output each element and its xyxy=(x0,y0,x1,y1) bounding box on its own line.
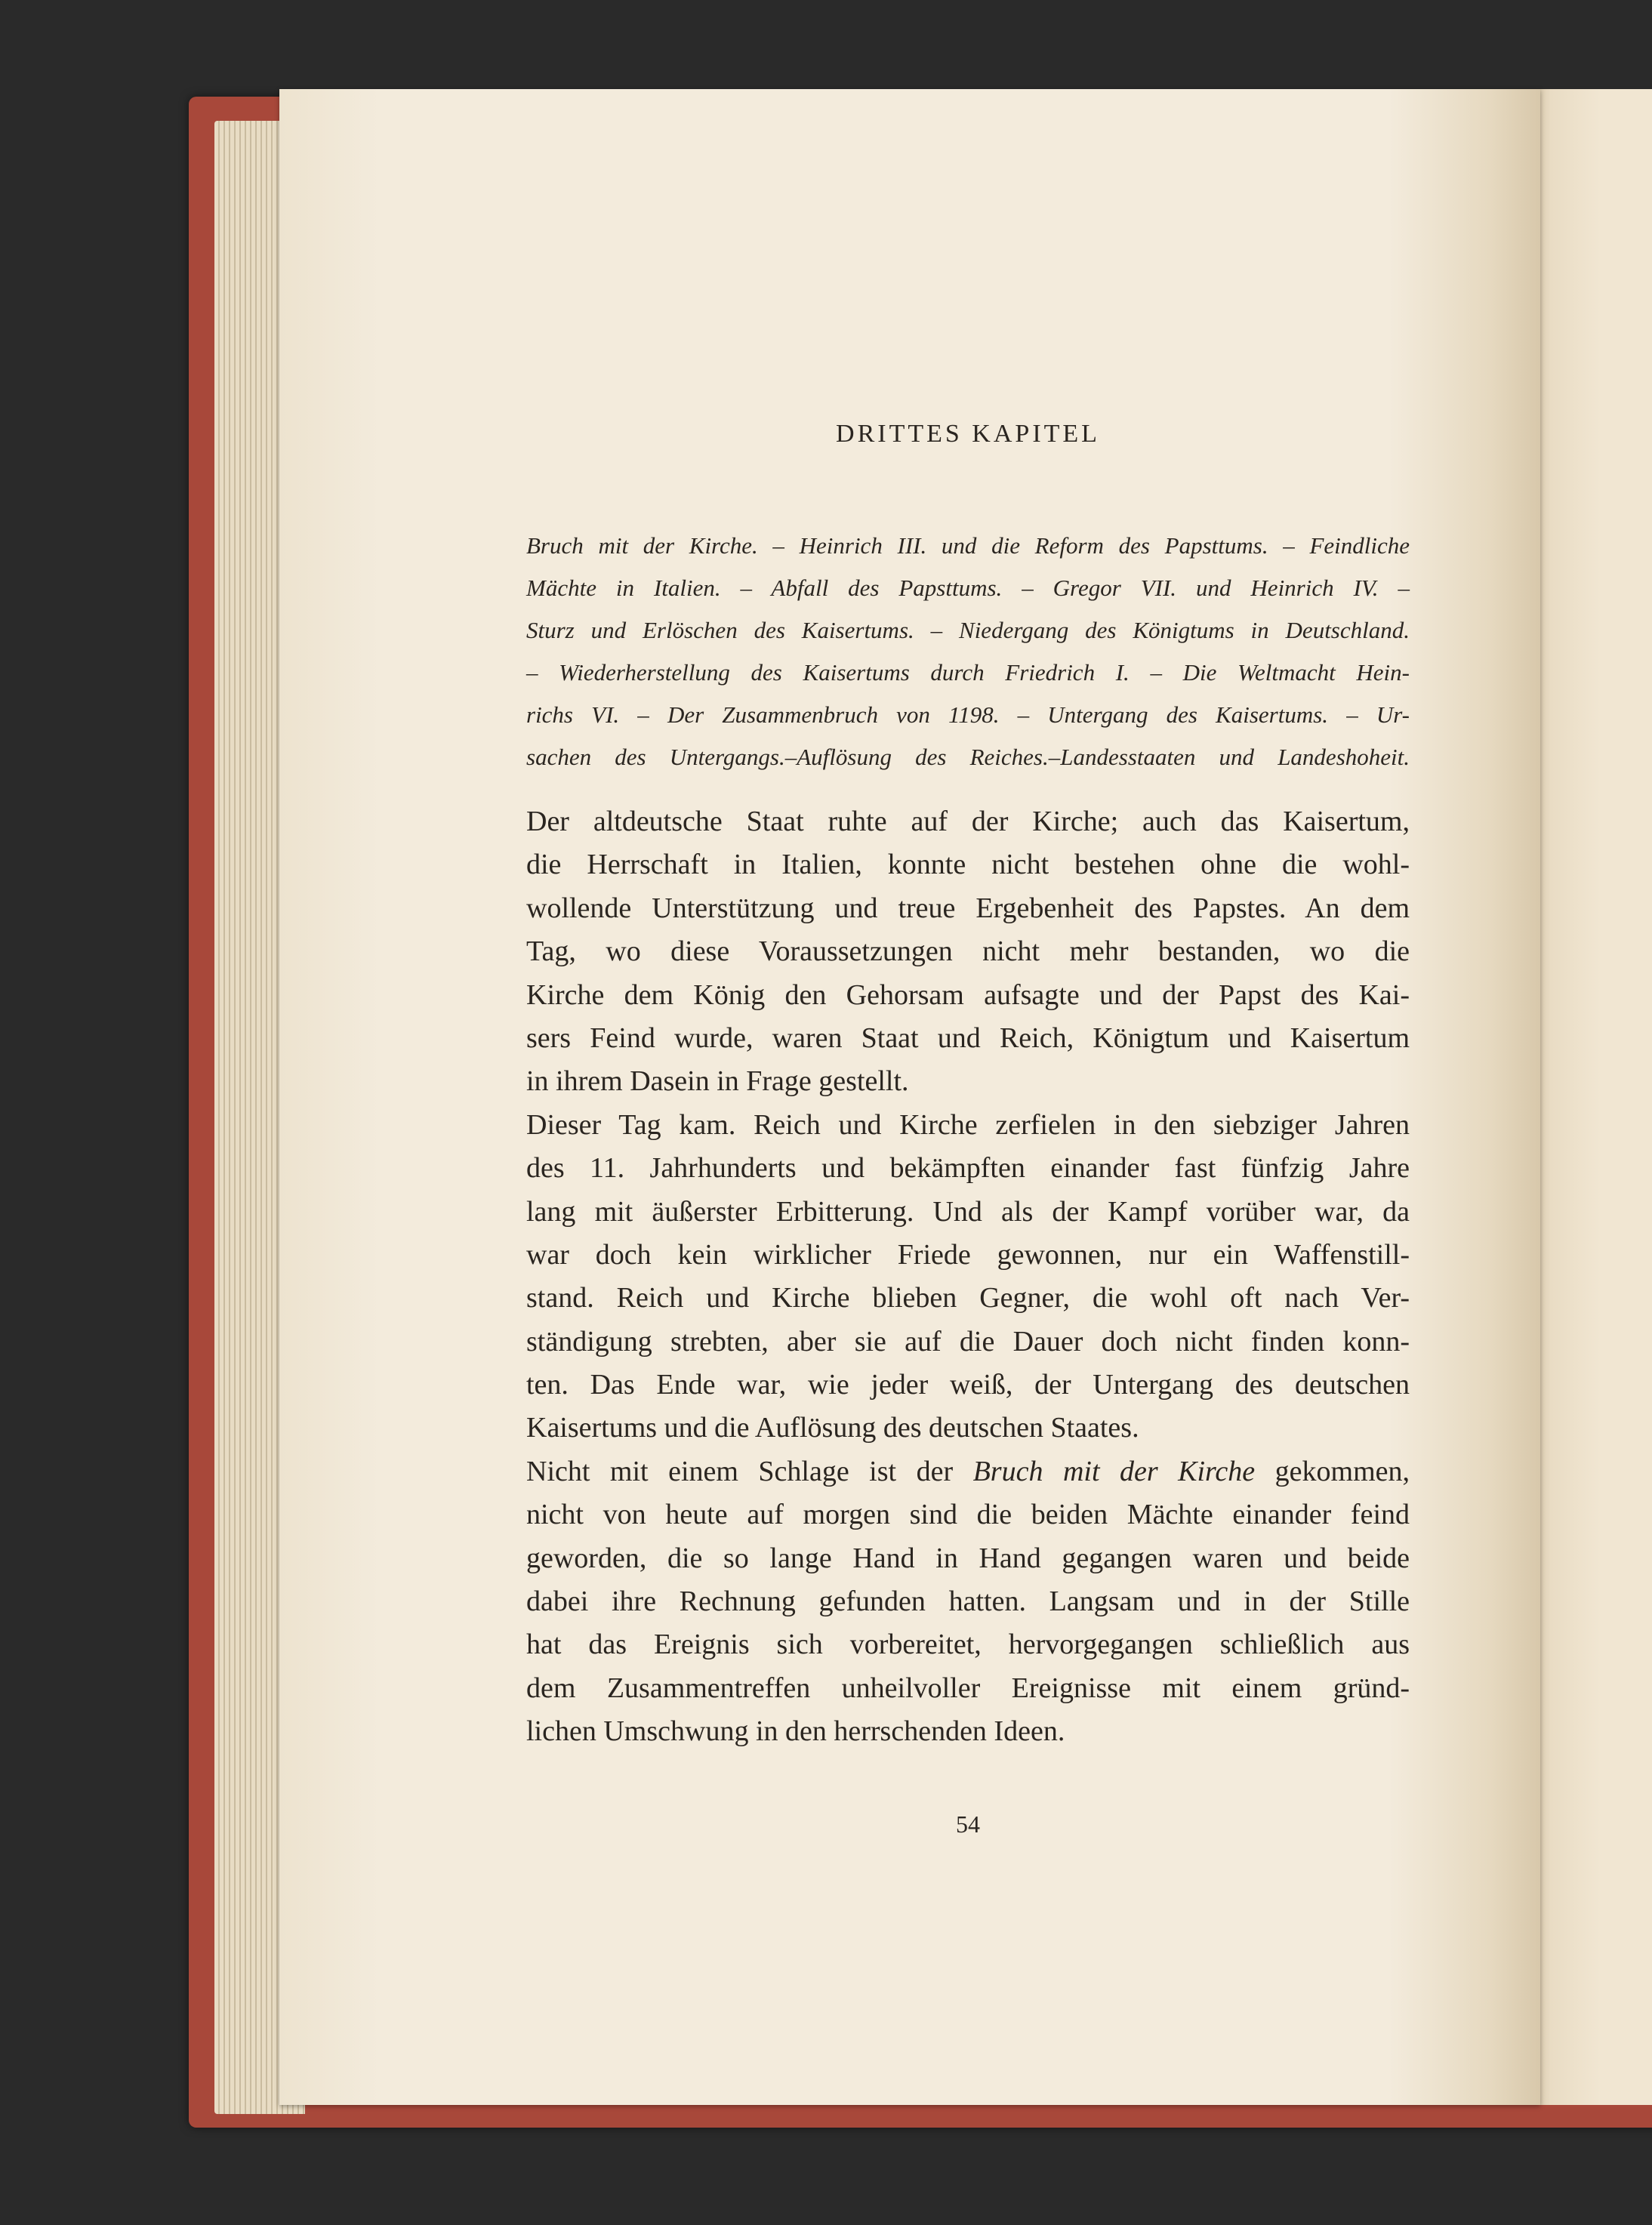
body-line: hat das Ereignis sich vorbereitet, hervorgegangen schließlich aus xyxy=(526,1629,1410,1661)
body-line: Dieser Tag kam. Reich und Kirche zerfielen in den siebziger Jahren xyxy=(526,1108,1410,1141)
body-line: die Herrschaft in Italien, konnte nicht bestehen ohne die wohl- xyxy=(526,849,1410,881)
body-line: des 11. Jahrhunderts und bekämpften einander fast fünfzig Jahre xyxy=(526,1152,1410,1185)
body-line: nicht von heute auf morgen sind die beiden Mächte einander feind xyxy=(526,1499,1410,1531)
body-line-text: Nicht mit einem Schlage ist der xyxy=(526,1455,973,1487)
body-line: wollende Unterstützung und treue Ergebenheit des Papstes. An dem xyxy=(526,892,1410,924)
body-line: dem Zusammentreffen unheilvoller Ereignisse mit einem gründ- xyxy=(526,1672,1410,1704)
summary-line: richs VI. – Der Zusammenbruch von 1198. – Untergang des Kaisertums. – Ur- xyxy=(526,701,1410,728)
summary-line: sachen des Untergangs.–Auflösung des Reiches.–Landesstaaten und Landeshoheit. xyxy=(526,744,1410,770)
page-number: 54 xyxy=(956,1811,980,1838)
body-line: Kirche dem König den Gehorsam aufsagte und der Papst des Kai- xyxy=(526,978,1410,1011)
body-line-emphasis: Bruch mit der Kirche xyxy=(972,1455,1256,1487)
body-line: ten. Das Ende war, wie jeder weiß, der Untergang des deutschen xyxy=(526,1369,1410,1401)
body-line: geworden, die so lange Hand in Hand gegangen waren und beide xyxy=(526,1542,1410,1574)
summary-line: Mächte in Italien. – Abfall des Papsttums. – Gregor VII. und Heinrich IV. – xyxy=(526,575,1410,601)
body-line: sers Feind wurde, waren Staat und Reich, Königtum und Kaisertum xyxy=(526,1022,1410,1054)
body-text xyxy=(526,800,1410,1754)
body-line: war doch kein wirklicher Friede gewonnen, nur ein Waffenstill- xyxy=(526,1238,1410,1271)
body-line: in ihrem Dasein in Frage gestellt. xyxy=(526,1065,909,1098)
summary-line: Bruch mit der Kirche. – Heinrich III. und die Reform des Papsttums. – Feindliche xyxy=(526,532,1410,559)
summary-line: Sturz und Erlöschen des Kaisertums. – Niedergang des Königtums in Deutschland. xyxy=(526,617,1410,643)
chapter-title: DRITTES KAPITEL xyxy=(836,420,1100,448)
body-line-text: gekommen, xyxy=(1255,1455,1410,1487)
body-line: stand. Reich und Kirche blieben Gegner, die wohl oft nach Ver- xyxy=(526,1282,1410,1314)
body-line: Kaisertums und die Auflösung des deutschen Staates. xyxy=(526,1412,1139,1444)
body-line: ständigung strebten, aber sie auf die Dauer doch nicht finden konn- xyxy=(526,1325,1410,1357)
body-line: lang mit äußerster Erbitterung. Und als der Kampf vorüber war, da xyxy=(526,1195,1410,1228)
body-line: dabei ihre Rechnung gefunden hatten. Langsam und in der Stille xyxy=(526,1586,1410,1618)
body-line: Tag, wo diese Voraussetzungen nicht mehr bestanden, wo die xyxy=(526,935,1410,968)
body-line xyxy=(526,1450,1410,1493)
summary-line: – Wiederherstellung des Kaisertums durch Friedrich I. – Die Weltmacht Hein- xyxy=(526,659,1410,686)
chapter-summary xyxy=(526,525,1410,781)
right-page-edge xyxy=(1525,89,1652,2105)
body-line: Der altdeutsche Staat ruhte auf der Kirche; auch das Kaisertum, xyxy=(526,806,1410,837)
body-line: lichen Umschwung in den herrschenden Ideen. xyxy=(526,1715,1065,1748)
